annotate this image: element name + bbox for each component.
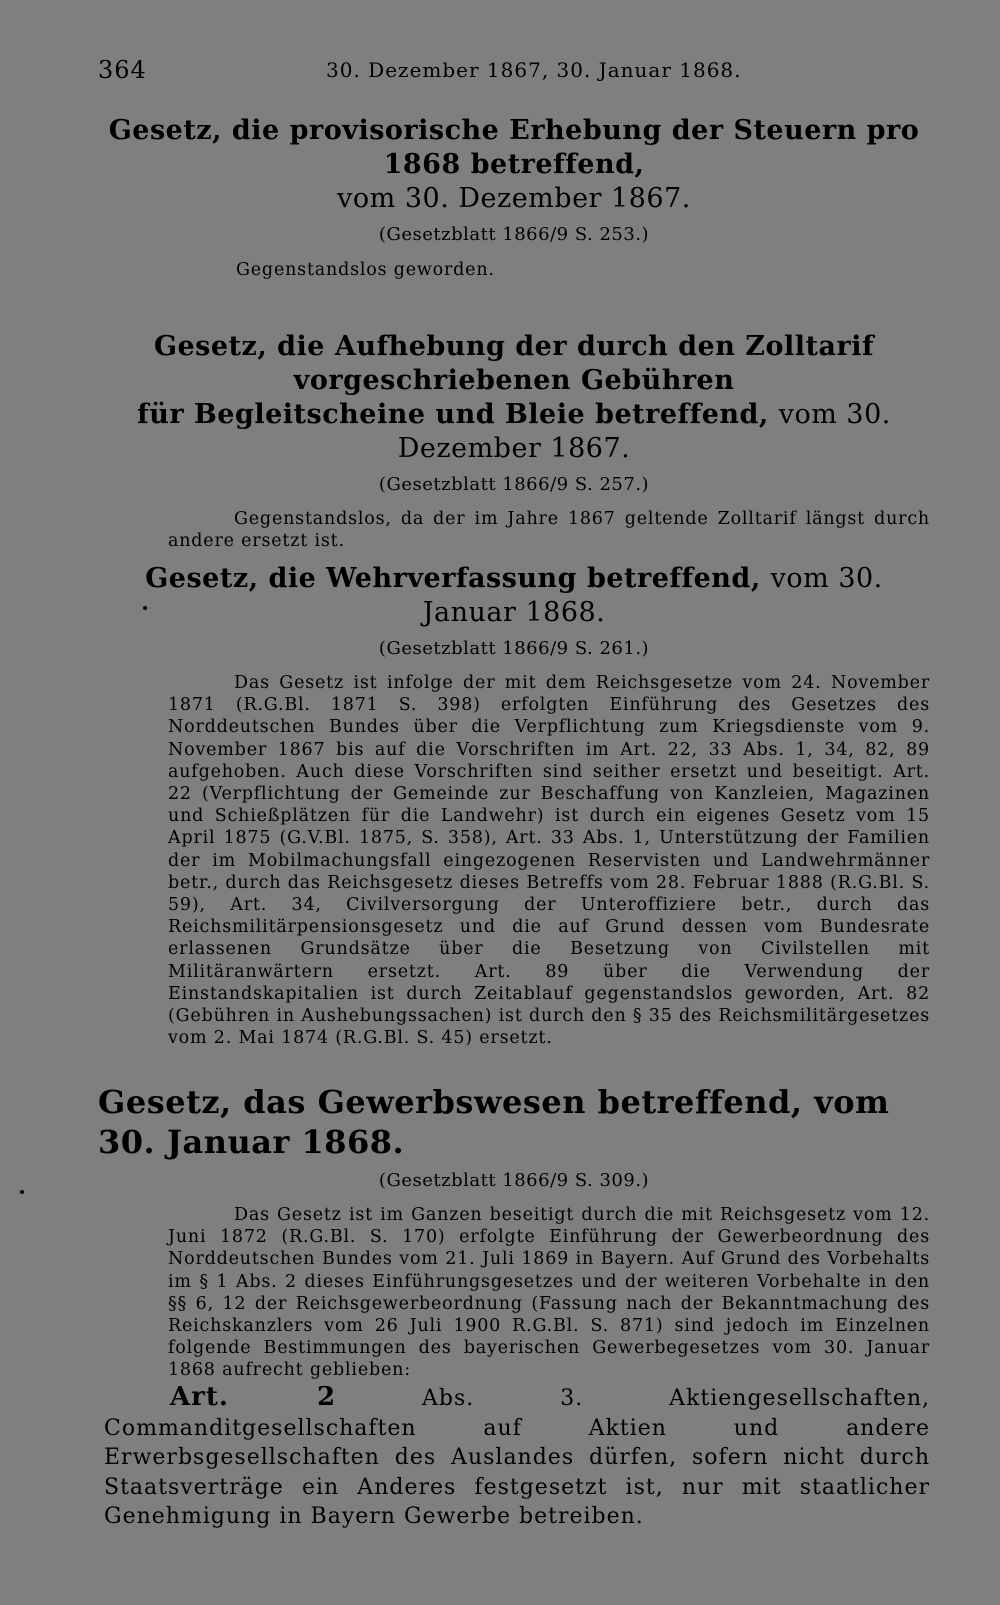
section-text [168,1204,930,1382]
section-text [168,508,930,552]
section-gewerbswesen [98,1082,930,1382]
section-title [98,114,930,216]
article-text: Abs. 3. Aktiengesellschaften, Commanditgesellschaften auf Aktien und andere Erwerbsgesellschaften des Auslandes dürfen, sofern nicht durch Staatsverträge ein Anderes festgesetzt ist, nur mit staatlicher Genehmigung in Bayern Gewerbe betreiben. [104,1386,931,1529]
print-speck-mark [20,1190,24,1194]
page-number: 364 [98,56,147,84]
article-2 [104,1383,930,1532]
section-title [98,330,930,466]
paragraph: Das Gesetz ist im Ganzen beseitigt durch die mit Reichsgesetz vom 12. Juni 1872 (R.G.Bl. S. 170) erfolgte Einführung der Gewerbeordnung des Norddeutschen Bundes vom 21. Juli 1869 in Bayern. Auf Grund des Vorbehalts im § 1 Abs. 2 dieses Einführungsgesetzes und der weiteren Vorbehalte in den §§ 6, 12 der Reichsgewerbeordnung (Fassung nach der Bekanntmachung des Reichskanzlers vom 26 Juli 1900 R.G.Bl. S. 871) sind jedoch im Einzelnen folgende Bestimmungen des bayerischen Gewerbegesetzes vom 30. Januar 1868 aufrecht geblieben: [168,1205,930,1381]
section-wehrverfassung [98,562,930,1049]
source-reference: (Gesetzblatt 1866/9 S. 309.) [378,1170,650,1191]
source-reference: (Gesetzblatt 1866/9 S. 253.) [378,224,650,245]
page-header [98,56,930,90]
source-reference: (Gesetzblatt 1866/9 S. 257.) [378,474,650,495]
article-label: Art. 2 [170,1382,337,1412]
print-speck-mark [143,606,147,610]
section-zolltarif [98,330,930,552]
running-head: 30. Dezember 1867, 30. Januar 1868. [326,58,742,82]
section-steuern [98,114,930,282]
section-note: Gegenstandslos geworden. [236,260,495,280]
title-date: vom 30. Dezember 1867. [397,399,891,464]
section-title: Gesetz, das Gewerbswesen betreffend, vom 30. Januar 1868. [98,1083,890,1161]
title-line-2: für Begleitscheine und Bleie betreffend, [137,399,769,430]
source-reference: (Gesetzblatt 1866/9 S. 261.) [378,638,650,659]
title-date: vom 30. Dezember 1867. [337,183,691,214]
section-text [168,672,930,1049]
title-text: Gesetz, die provisorische Erhebung der Steuern pro 1868 betreffend, [108,115,920,180]
title-date: vom 30. Januar 1868. [422,563,883,628]
paragraph: Gegenstandslos, da der im Jahre 1867 geltende Zolltarif längst durch andere ersetzt ist. [168,509,930,552]
title-text: Gesetz, die Wehrverfassung betreffend, [145,563,761,594]
paragraph: Das Gesetz ist infolge der mit dem Reichsgesetze vom 24. November 1871 (R.G.Bl. 1871 S. 398) erfolgten Einführung des Gesetzes des Norddeutschen Bundes über die Verpflichtung zum Kriegsdienste vom 9. November 1867 bis auf die Vorschriften im Art. 22, 33 Abs. 1, 34, 82, 89 aufgehoben. Auch diese Vorschriften sind seither ersetzt und beseitigt. Art. 22 (Verpflichtung der Gemeinde zur Beschaffung von Kanzleien, Magazinen und Schießplätzen für die Landwehr) ist durch ein eigenes Gesetz vom 15 April 1875 (G.V.Bl. 1875, S. 358), Art. 33 Abs. 1, Unterstützung der Familien der im Mobilmachungsfall eingezogenen Reservisten und Landwehrmänner betr., durch das Reichsgesetz dieses Betreffs vom 28. Februar 1888 (R.G.Bl. S. 59), Art. 34, Civilversorgung der Unteroffiziere betr., durch das Reichsmilitärpensionsgesetz und die auf Grund dessen vom Bundesrate erlassenen Grundsätze über die Besetzung von Civilstellen mit Militäranwärtern ersetzt. Art. 89 über die Verwendung der Einstandskapitalien ist durch Zeitablauf gegenstandslos geworden, Art. 82 (Gebühren in Aushebungssachen) ist durch den § 35 des Reichsmilitärgesetzes vom 2. Mai 1874 (R.G.Bl. S. 45) ersetzt. [168,673,931,1049]
section-title [98,562,930,630]
title-line-1: Gesetz, die Aufhebung der durch den Zolltarif vorgeschriebenen Gebühren [153,331,875,396]
